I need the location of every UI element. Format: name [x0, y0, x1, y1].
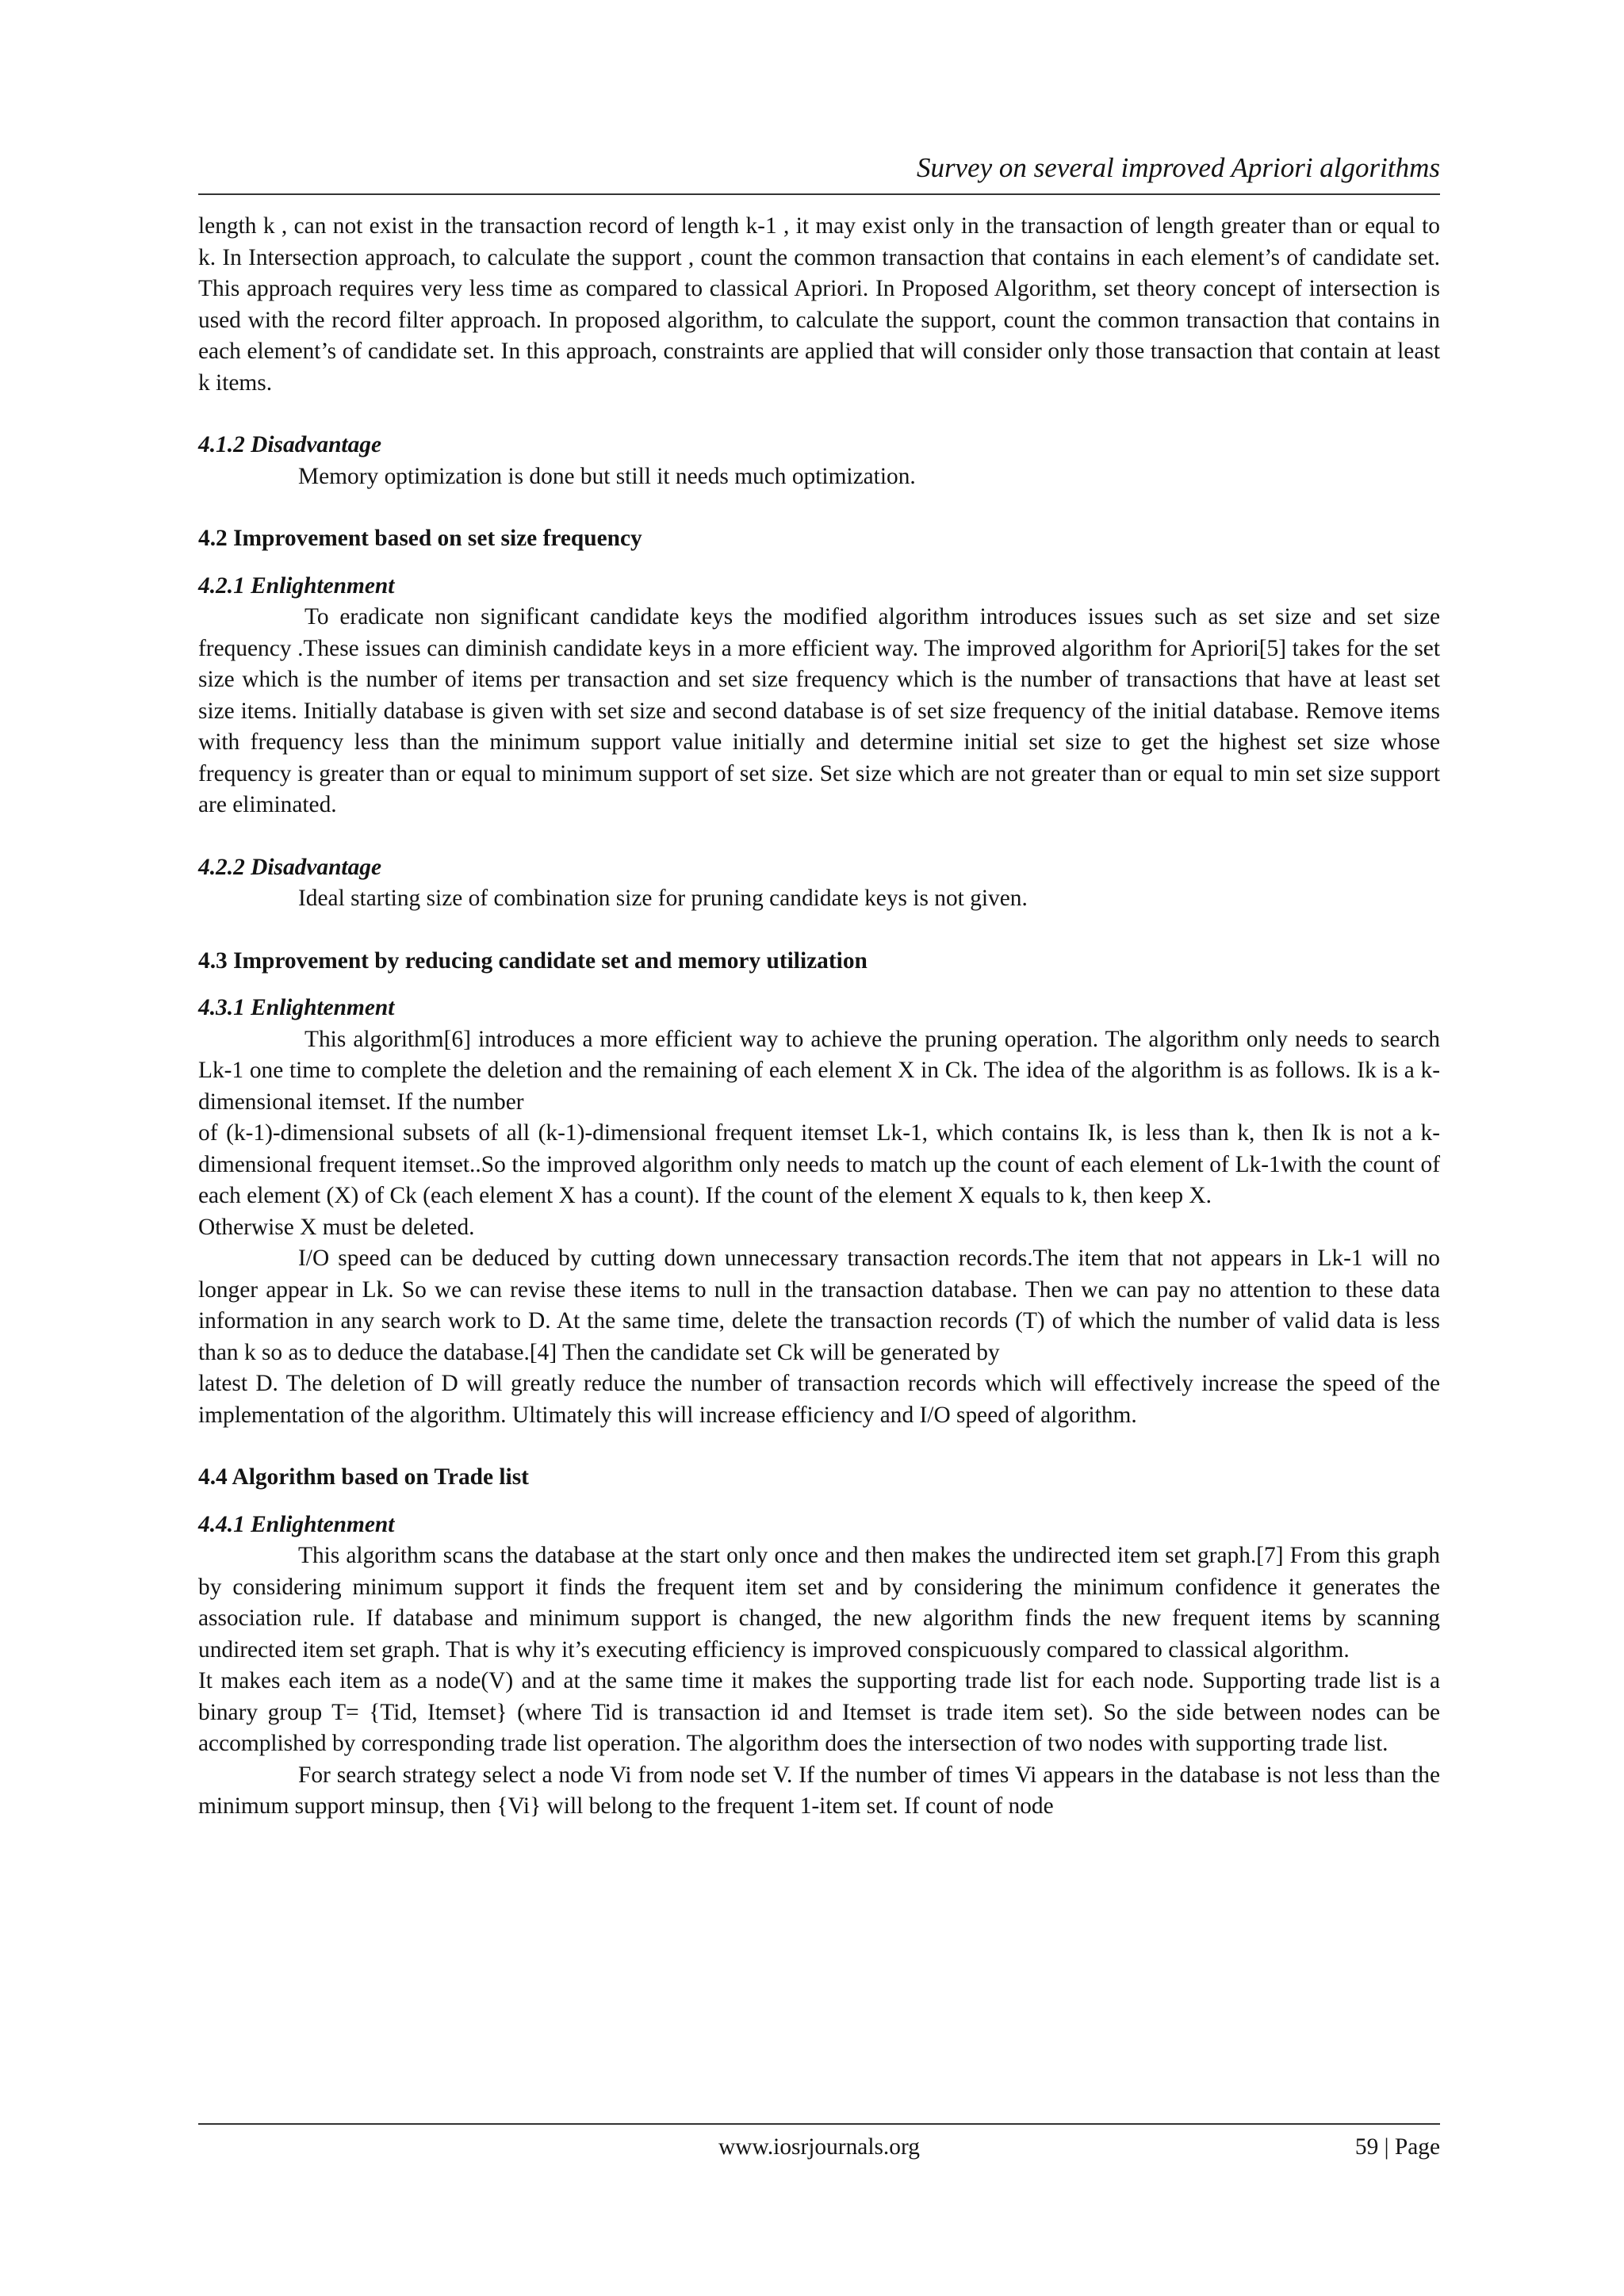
- journal-url[interactable]: www.iosrjournals.org: [718, 2134, 920, 2160]
- page: [198, 151, 1440, 1823]
- subsection-heading: 4.1.2 Disadvantage: [198, 432, 382, 457]
- paragraph: It makes each item as a node(V) and at the same time it makes the supporting trade list for each node. Supporting trade list is a binary group T= {Tid, Itemset} (where Tid is transaction id and Itemset is trade item set). So the side between nodes can be accomplished by corresponding trade list operation. The algorithm does the intersection of two nodes with supporting trade list.: [198, 1668, 1440, 1756]
- paragraph: To eradicate non significant candidate keys the modified algorithm introduces issues such as set size and set size frequency .These issues can diminish candidate keys in a more efficient way. The improved algorithm for Apriori[5] takes for the set size which is the number of items per transaction and set size frequency which is the number of transactions that have at least set size items. Initially database is given with set size and second database is of set size frequency of the initial database. Remove items with frequency less than the minimum support value initially and determine initial set size to get the highest set size whose frequency is greater than or equal to minimum support of set size. Set size which are not greater than or equal to min set size support are eliminated.: [198, 604, 1440, 817]
- paragraph: of (k-1)-dimensional subsets of all (k-1)-dimensional frequent itemset Lk-1, which contains Ik, is less than k, then Ik is not a k-dimensional frequent itemset..So the improved algorithm only needs to match up the count of each element of Lk-1with the count of each element (X) of Ck (each element X has a count). If the count of the element X equals to k, then keep X.: [198, 1120, 1440, 1208]
- paragraph: Otherwise X must be deleted.: [198, 1214, 475, 1240]
- paragraph: Ideal starting size of combination size for pruning candidate keys is not given.: [298, 886, 1028, 911]
- paragraph: Memory optimization is done but still it needs much optimization.: [298, 463, 916, 489]
- paragraph: length k , can not exist in the transaction record of length k-1 , it may exist only in the transaction of length greater than or equal to k. In Intersection approach, to calculate the support , count the common transaction that contains in each element’s of candidate set. This approach requires very less time as compared to classical Apriori. In Proposed Algorithm, set theory concept of intersection is used with the record filter approach. In proposed algorithm, to calculate the support, count the common transaction that contains in each element’s of candidate set. In this approach, constraints are applied that will consider only those transaction that contain at least k items.: [198, 213, 1440, 396]
- subsection-heading: 4.2.1 Enlightenment: [198, 572, 395, 599]
- paragraph: This algorithm[6] introduces a more efficient way to achieve the pruning operation. The algorithm only needs to search Lk-1 one time to complete the deletion and the remaining of each element X in Ck. The idea of the algorithm is as follows. Ik is a k-dimensional itemset. If the number: [198, 1026, 1440, 1115]
- section-heading: 4.3 Improvement by reducing candidate set and memory utilization: [198, 947, 868, 974]
- paragraph: latest D. The deletion of D will greatly reduce the number of transaction records which will effectively increase the speed of the implementation of the algorithm. Ultimately this will increase efficiency and I/O speed of algorithm.: [198, 1371, 1440, 1428]
- page-footer: [198, 2123, 1440, 2160]
- subsection-heading: 4.4.1 Enlightenment: [198, 1511, 395, 1537]
- paragraph: This algorithm scans the database at the start only once and then makes the undirected item set graph.[7] From this graph by considering minimum support it finds the frequent item set and by considering the minimum confidence it generates the association rule. If database and minimum support is changed, the new algorithm finds the new frequent items by scanning undirected item set graph. That is why it’s executing efficiency is improved conspicuously compared to classical algorithm.: [198, 1543, 1440, 1663]
- section-heading: 4.2 Improvement based on set size frequency: [198, 526, 642, 551]
- body-text: [198, 211, 1440, 1823]
- paragraph: For search strategy select a node Vi from node set V. If the number of times Vi appears in the database is not less than the minimum support minsup, then {Vi} will belong to the frequent 1-item set. If count of node: [198, 1762, 1440, 1819]
- subsection-heading: 4.2.2 Disadvantage: [198, 854, 382, 880]
- paragraph: I/O speed can be deduced by cutting down unnecessary transaction records.The item that not appears in Lk-1 will no longer appear in Lk. So we can revise these items to null in the transaction database. Then we can pay no attention to these data information in any search work to D. At the same time, delete the transaction records (T) of which the number of valid data is less than k so as to deduce the database.[4] Then the candidate set Ck will be generated by: [198, 1246, 1440, 1365]
- section-heading: 4.4 Algorithm based on Trade list: [198, 1464, 529, 1490]
- subsection-heading: 4.3.1 Enlightenment: [198, 995, 395, 1020]
- page-number: 59 | Page: [1354, 2134, 1440, 2160]
- running-header: Survey on several improved Apriori algorithms: [198, 151, 1440, 195]
